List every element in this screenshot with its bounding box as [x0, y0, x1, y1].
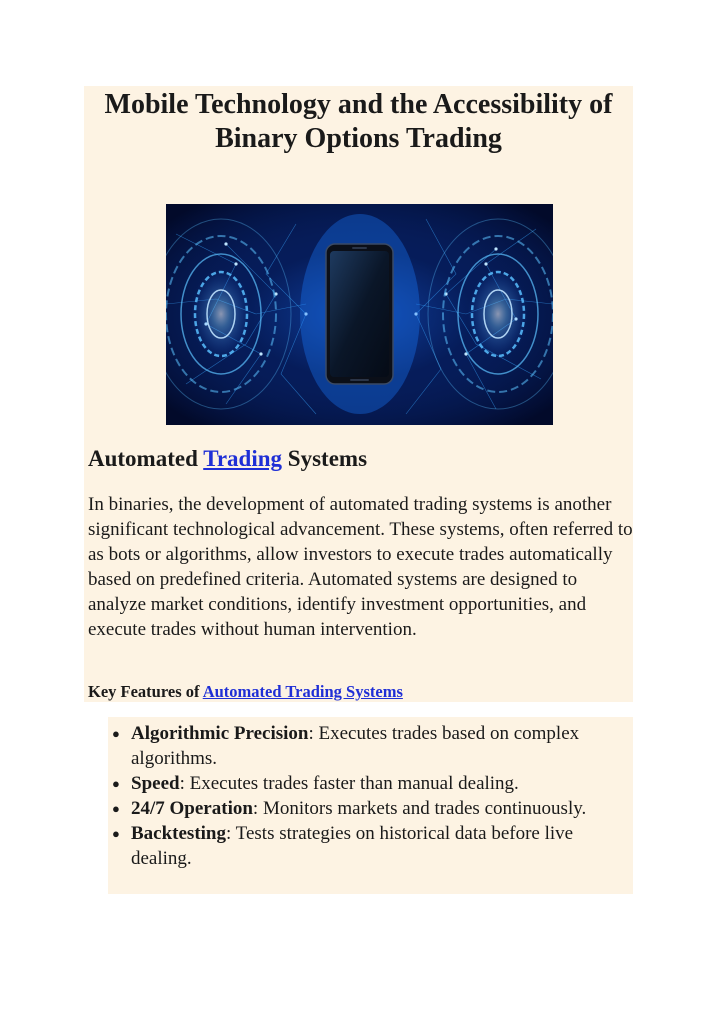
section-heading-post: Systems — [282, 446, 368, 471]
feature-term: Algorithmic Precision — [131, 723, 309, 744]
phone-network-illustration — [166, 204, 553, 425]
features-heading — [88, 680, 628, 704]
feature-desc: : Tests strategies on historical data before live dealing. — [131, 823, 574, 869]
section-heading-pre: Automated — [88, 446, 204, 471]
hero-image — [166, 204, 553, 425]
feature-term: 24/7 Operation — [131, 798, 253, 819]
features-heading-pre: Key Features of — [88, 682, 203, 701]
page-title: Mobile Technology and the Accessibility of Binary Options Trading — [104, 89, 613, 154]
bullet-icon: ● — [112, 776, 120, 791]
feature-desc: : Executes trades based on complex algorithms. — [131, 723, 580, 769]
bullet-icon: ● — [112, 826, 120, 841]
bullet-icon: ● — [112, 801, 120, 816]
feature-desc: : Monitors markets and trades continuously. — [252, 798, 587, 819]
bullet-icon: ● — [112, 726, 120, 741]
features-list — [108, 721, 628, 871]
feature-term: Backtesting — [131, 823, 226, 844]
feature-desc: : Executes trades faster than manual dealing. — [179, 773, 519, 794]
section-heading — [88, 444, 628, 474]
list-item — [108, 771, 628, 796]
list-item — [108, 821, 628, 871]
section-paragraph: In binaries, the development of automated trading systems is another significant technological advancement. These systems, often referred to as bots or algorithms, allow investors to execute trades automatically based on predefined criteria. Automated systems are designed to analyze market conditions, identify investment opportunities, and execute trades without human intervention. — [88, 494, 633, 640]
automated-trading-systems-link[interactable]: Automated Trading Systems — [202, 682, 403, 701]
trading-link[interactable]: Trading — [203, 446, 283, 471]
feature-term: Speed — [131, 773, 180, 794]
list-item — [108, 721, 628, 771]
list-item — [108, 796, 628, 821]
